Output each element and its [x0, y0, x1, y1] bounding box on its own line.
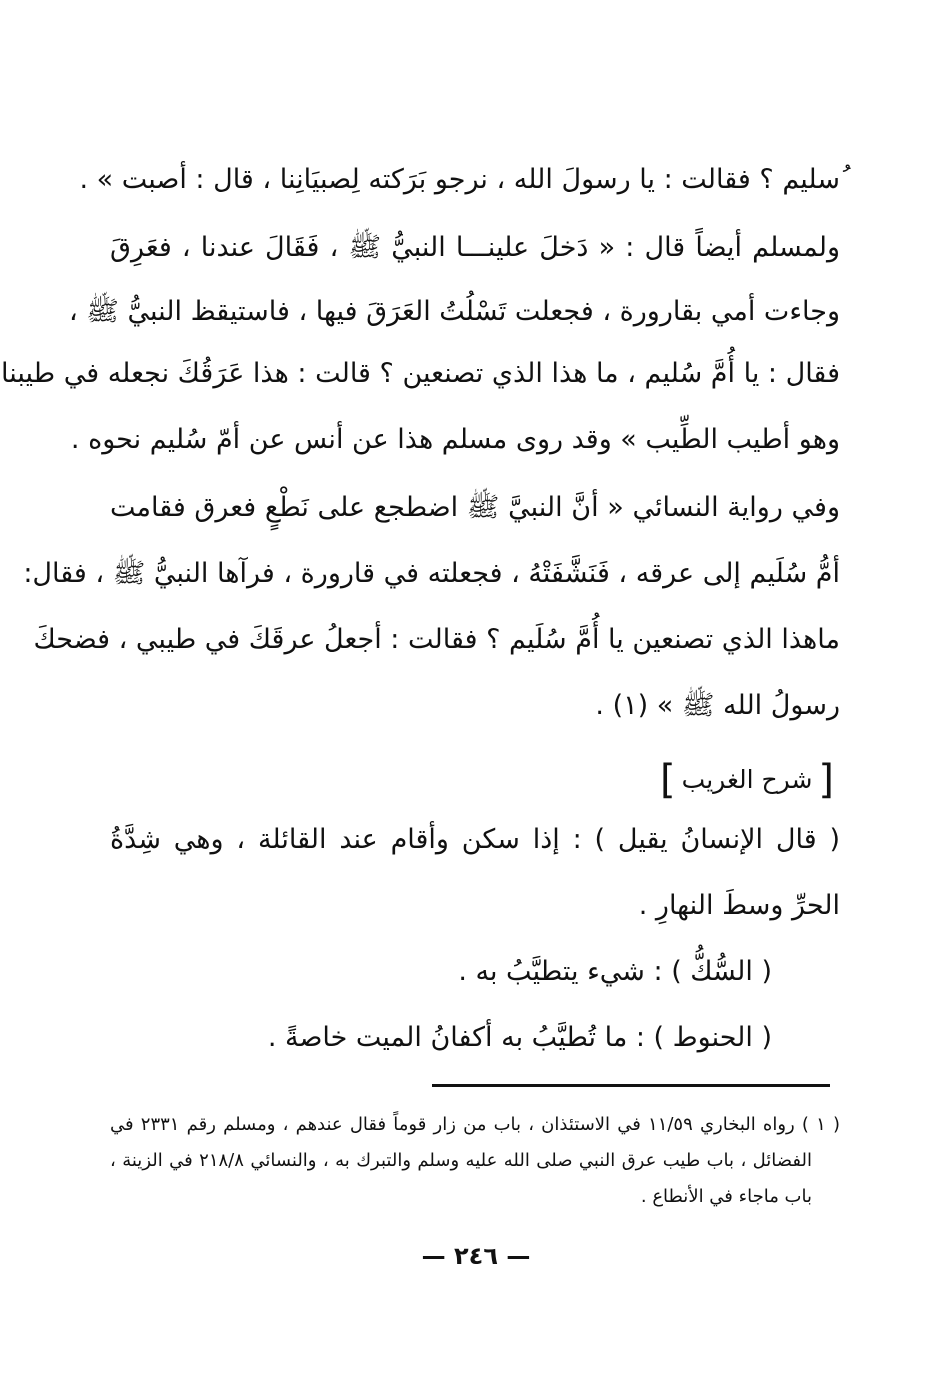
glossary-line-3: ( السُّكُّ ) : شيء يتطيَّبُ به .: [458, 956, 772, 987]
section-title: شرح الغريب: [681, 765, 813, 794]
footnote-line-2: الفضائل ، باب طيب عرق النبي صلى الله عليه وسلم والتبرك به ، والنسائي ٢١٨/٨ في الزينة ،: [110, 1150, 812, 1171]
footnote-line-3: باب ماجاء في الأنطاع .: [640, 1186, 812, 1207]
page-number: — ٢٤٦ —: [421, 1242, 531, 1270]
glossary-line-4: ( الحنوط ) : ما تُطيَّبُ به أكفانُ الميت خاصةً .: [267, 1022, 772, 1053]
text-line-9: رسولُ الله ﷺ » (١) .: [595, 690, 840, 721]
section-heading: [654, 758, 840, 802]
text-line-3: وجاءت أمي بقارورة ، فجعلت تَسْلُتُ العَرَقَ فيها ، فاستيقظ النبيُّ ﷺ ،: [68, 296, 840, 327]
open-bracket: [: [818, 757, 834, 803]
text-line-5: وهو أطيب الطِّيب » وقد روى مسلم هذا عن أنس عن أمّ سُليم نحوه .: [70, 424, 840, 455]
text-line-6: وفي رواية النسائي « أنَّ النبيَّ ﷺ اضطجع على نَطْعٍ فعرق فقامت: [110, 492, 840, 523]
text-line-8: ماهذا الذي تصنعين يا أُمَّ سُلَيم ؟ فقالت : أجعلُ عرقَكَ في طيبي ، فضحكَ: [33, 624, 840, 655]
text-line-7: أمُّ سُلَيم إلى عرقه ، فَنَشَّفَتْهُ ، فجعلته في قارورة ، فرآها النبيُّ ﷺ ، فقال:: [23, 558, 840, 589]
glossary-line-1: ( قال الإنسانُ يقيل ) : إذا سكن وأقام عند القائلة ، وهي شِدَّةُ: [110, 824, 840, 855]
footnote-divider: [432, 1084, 830, 1087]
text-line-4: فقال : يا أُمَّ سُليم ، ما هذا الذي تصنعين ؟ قالت : هذا عَرَقُكَ نجعله في طيبنا: [0, 358, 840, 389]
text-line-2: ولمسلم أيضاً قال : « دَخلَ علينـــا النبيُّ ﷺ ، فَقَالَ عندنا ، فعَرِقَ: [110, 232, 840, 263]
glossary-line-2: الحرِّ وسطَ النهارِ .: [638, 890, 840, 921]
close-bracket: ]: [660, 757, 676, 803]
text-line-1: ُسليم ؟ فقالت : يا رسولَ الله ، نرجو بَرَكته لِصبيَانِنا ، قال : أصبت » .: [79, 164, 840, 195]
footnote-line-1: ( ١ ) رواه البخاري ١١/٥٩ في الاستئذان ، باب من زار قوماً فقال عندهم ، ومسلم رقم ٢٣٣١ في: [110, 1114, 840, 1135]
